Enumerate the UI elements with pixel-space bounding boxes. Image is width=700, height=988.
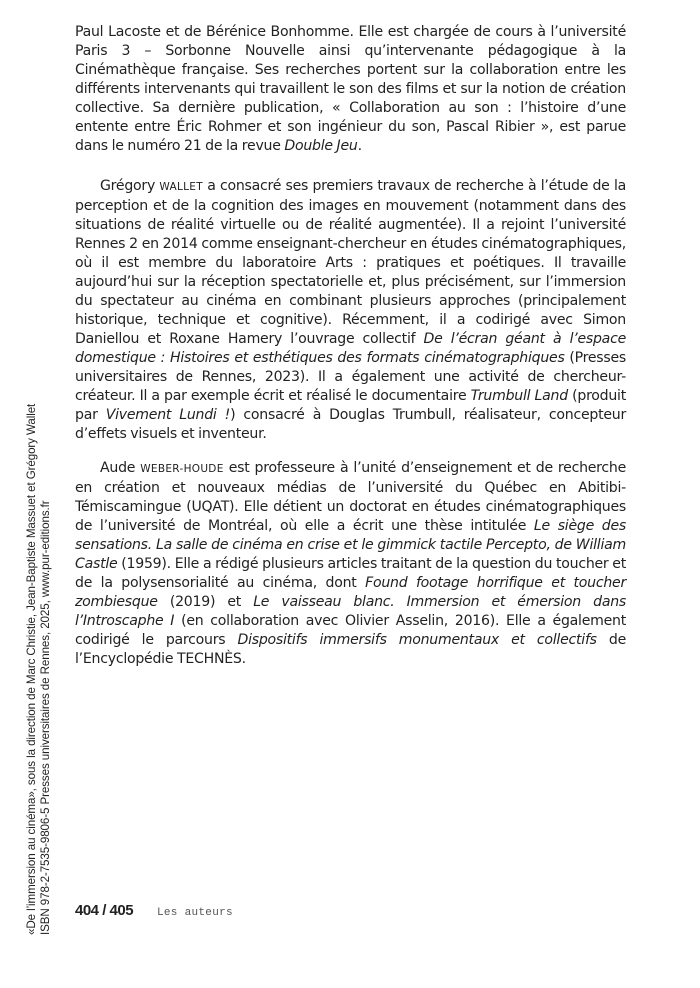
bio-paragraph-wallet (75, 177, 626, 444)
text-span: est professeure à l’unité d’enseignement et de recherche en création et nouveaux médias de l’université du Québec en Abitibi-Témiscamingue (UQAT). Elle détient un doctorat en études cinématographiques de l’université de Montréal, où elle a écrit une thèse intitulée (75, 460, 627, 534)
text-span: ) consacré à Douglas Trumbull, réalisateur, concepteur d’effets visuels et inventeur. (75, 407, 626, 442)
page-number: 404 / 405 (75, 902, 134, 919)
isbn-line: ISBN 978-2-7535-9806-5 Presses universitaires de Rennes, 2025, www.pur-editions.fr (39, 500, 52, 935)
bio-paragraph-lacoste-continuation (75, 23, 626, 156)
film-title: Trumbull Land (470, 388, 568, 404)
text-span: Paul Lacoste et de Bérénice Bonhomme. Elle est chargée de cours à l’université Paris 3 – Sorbonne Nouvelle ainsi qu’intervenante pédagogique à la Cinémathèque française. Ses recherches portent sur la collaboration entre les différents intervenants qui travaillent le son des films et sur la notion de création collective. Sa dernière publication, « Collaboration au son : l’histoire d’une entente entre Éric Rohmer et son ingénieur du son, Pascal Ribier », est parue dans le numéro 21 de la revue (75, 24, 626, 154)
author-first-name: Aude (100, 460, 141, 476)
text-span: (en collaboration avec Olivier Asselin, 2016). Elle a également codirigé le parcours (75, 613, 627, 648)
thesis-title: Le siège des sensations. La salle de cinéma en crise et le gimmick tactile Percepto, de William Castle (75, 518, 626, 572)
text-span: (2019) et (157, 594, 254, 610)
article-title: Found footage horrifique et toucher zombiesque (75, 575, 627, 610)
text-span: a consacré ses premiers travaux de recherche à l’étude de la perception et de la cognition des images en mouvement (notamment dans des situations de réalité virtuelle ou de réalité augmentée). Il a rejoint l’université Rennes 2 en 2014 comme enseignant-chercheur en études cinématographiques, où il est membre du laboratoire Arts : pratiques et poétiques. Il travaille aujourd’hui sur la réception spectatorielle et, plus précisément, sur l’immersion du spectateur au cinéma en combinant plusieurs approches (principalement historique, technique et cognitive). Récemment, il a codirigé avec Simon Daniellou et Roxane Hamery l’ouvrage collectif (75, 178, 626, 347)
author-last-name: WEBER-HOUDE (140, 463, 224, 475)
citation-line: «De l’immersion au cinéma», sous la direction de Marc Christie, Jean-Baptiste Massuet et Grégory Wallet (25, 403, 38, 935)
running-head: Les auteurs (157, 907, 233, 919)
author-first-name: Grégory (100, 178, 160, 194)
text-span: de l’Encyclopédie TECHNÈS. (75, 632, 626, 667)
collection-title: Dispositifs immersifs monumentaux et collectifs (237, 632, 597, 648)
text-span: (produit par (75, 388, 627, 423)
journal-title: Double Jeu (284, 138, 358, 154)
text-span: . (357, 138, 362, 154)
book-title: De l’écran géant à l’espace domestique : Histoires et esthétiques des formats cinématographiques (75, 331, 626, 366)
bio-paragraph-weber-houde (75, 459, 626, 669)
text-span: (1959). Elle a rédigé plusieurs articles traitant de la question du toucher et de la polysensorialité au cinéma, dont (75, 556, 626, 591)
article-title: Le vaisseau blanc. Immersion et émersion dans l’Introscaphe I (75, 594, 626, 629)
text-span: (Presses universitaires de Rennes, 2023). Il a également une activité de chercheur-créateur. Il a par exemple écrit et réalisé le documentaire (75, 350, 626, 404)
production-company: Vivement Lundi ! (105, 407, 231, 423)
author-last-name: WALLET (159, 181, 203, 193)
